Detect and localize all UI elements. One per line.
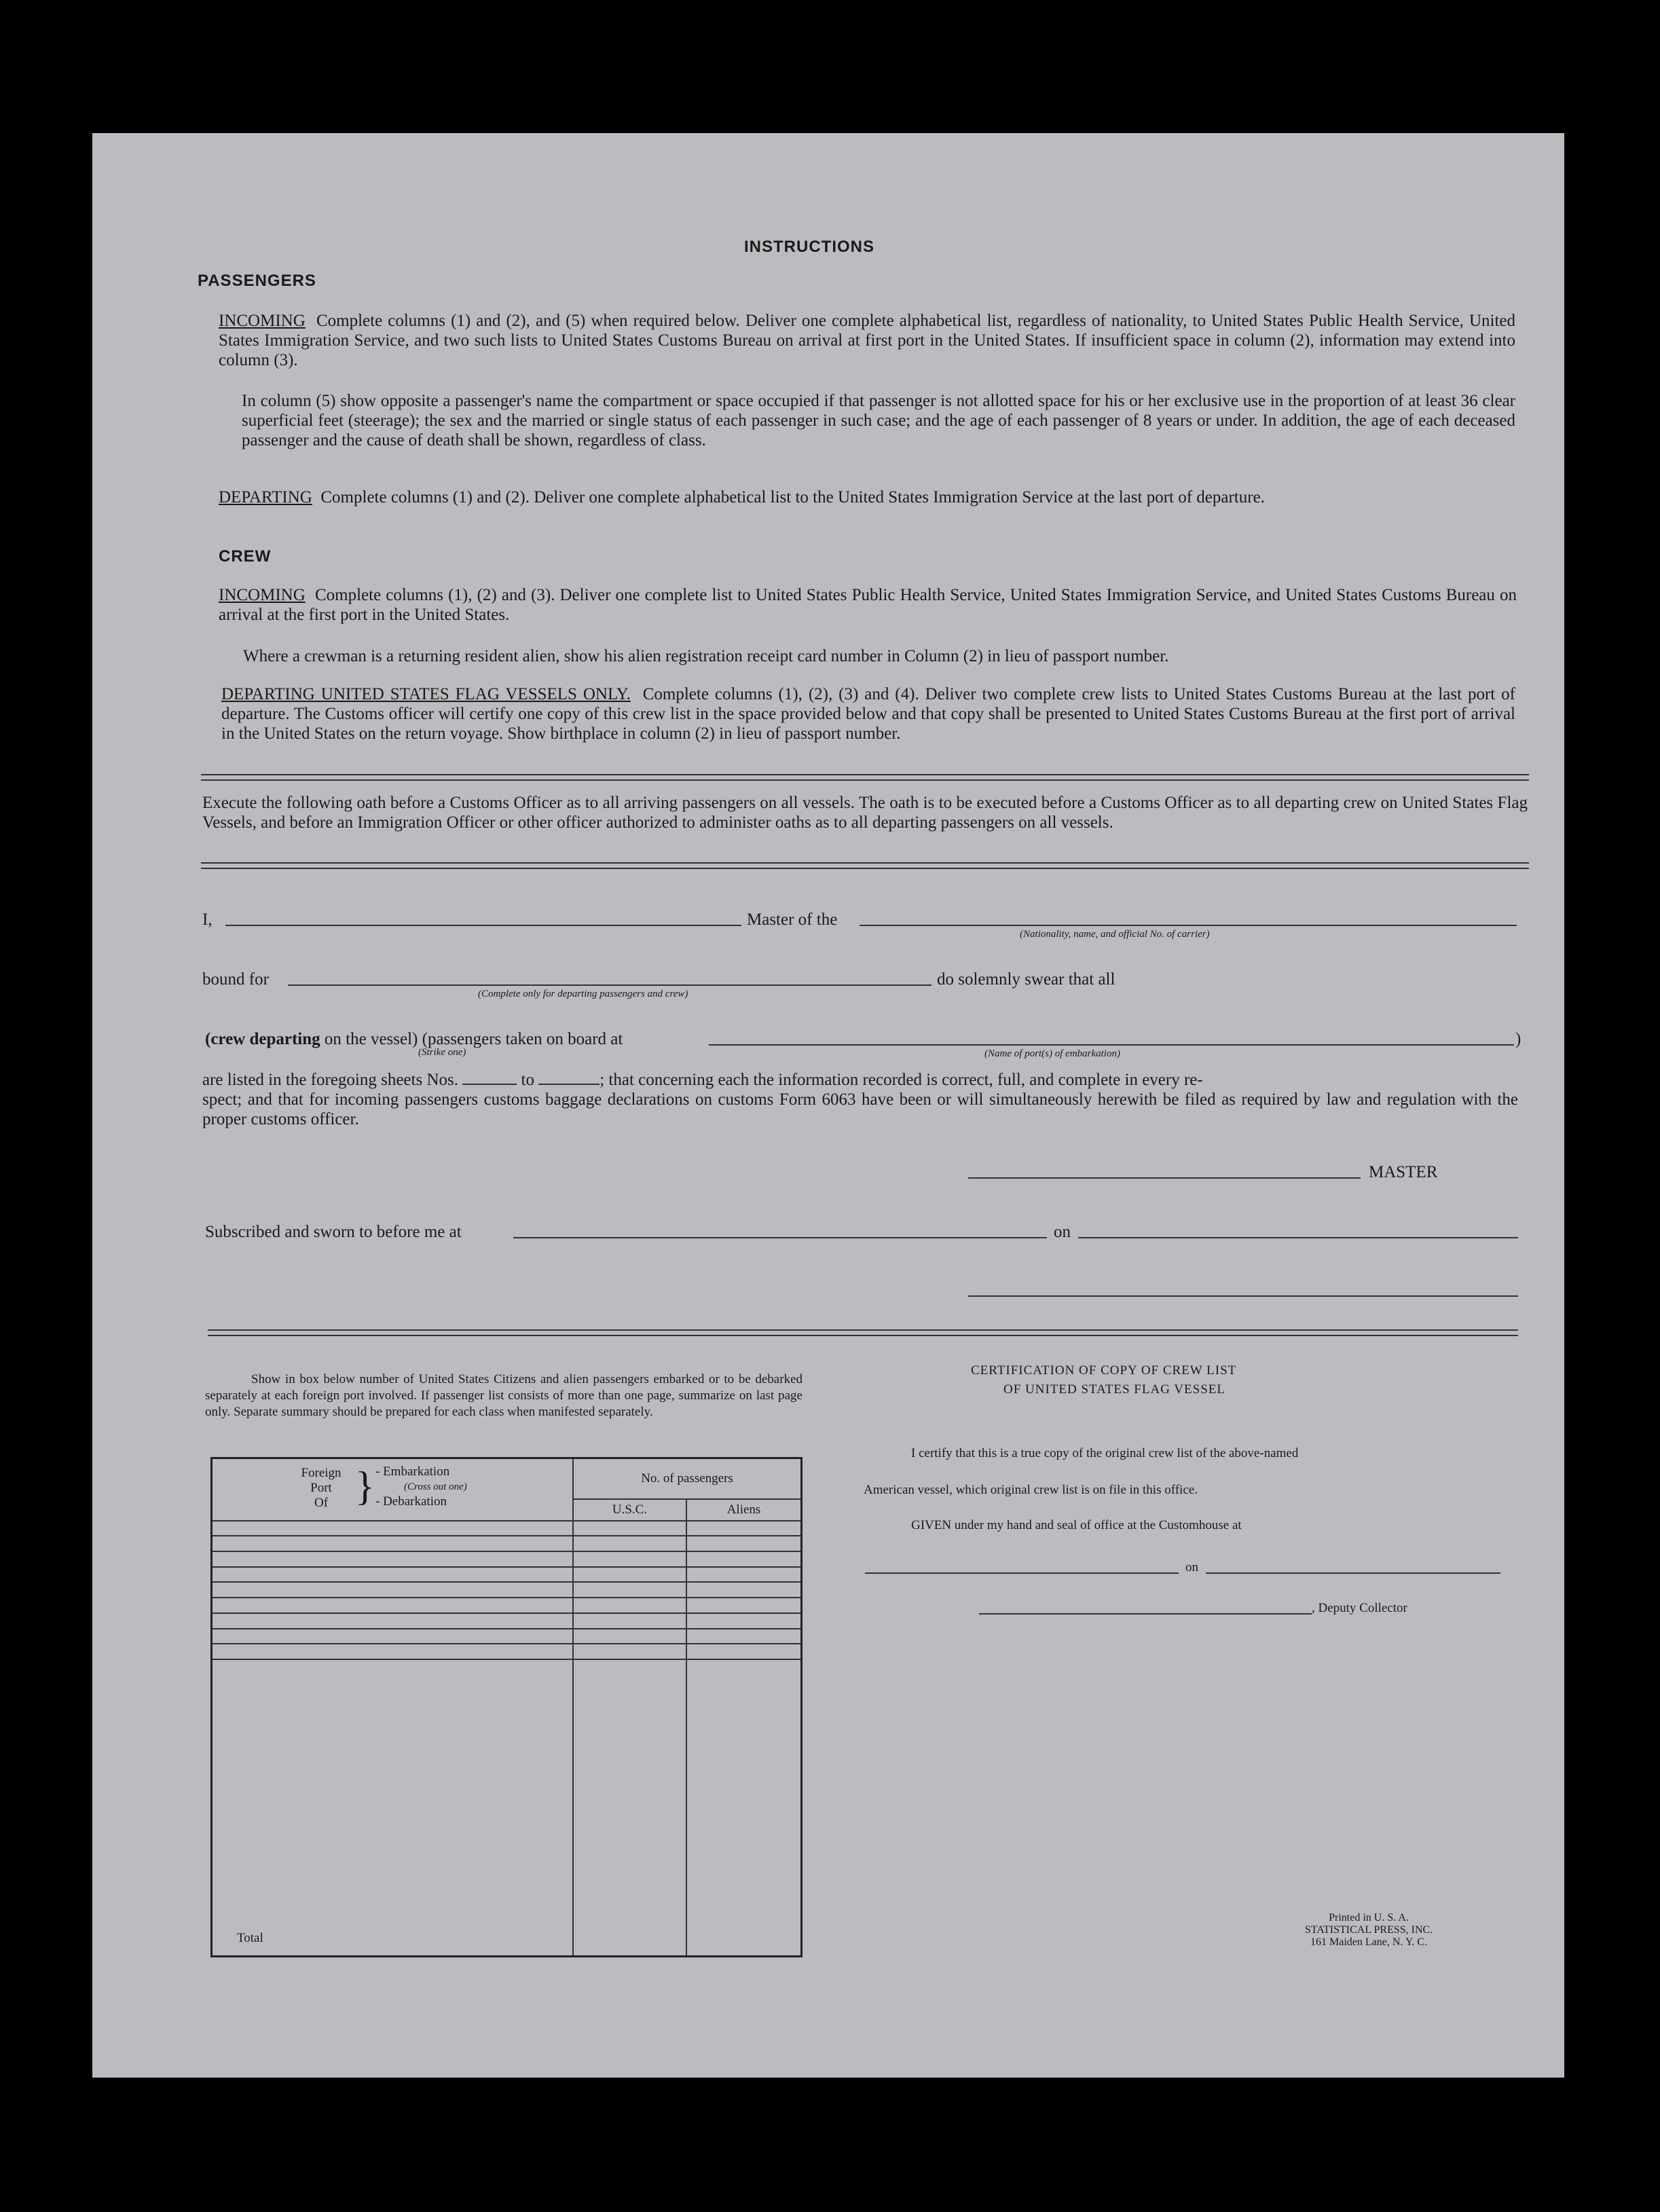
master-name-field[interactable]	[225, 925, 741, 926]
foreign-port-label	[294, 1466, 348, 1511]
table-row	[212, 1629, 802, 1644]
table-row	[212, 1598, 802, 1613]
bound-for-note: (Complete only for departing passengers and crew)	[478, 989, 688, 999]
strike-one-note: (Strike one)	[418, 1047, 466, 1058]
port-cell[interactable]	[212, 1629, 574, 1644]
table-row	[212, 1644, 802, 1659]
certification-title-2: OF UNITED STATES FLAG VESSEL	[1003, 1382, 1225, 1397]
divider	[208, 1329, 1518, 1336]
table-row	[212, 1613, 802, 1629]
crew-incoming-label: INCOMING	[219, 586, 306, 604]
crew-departing-strike	[205, 1029, 623, 1049]
foreign-port-header	[212, 1458, 574, 1521]
page-title: INSTRUCTIONS	[744, 238, 874, 256]
table-row	[212, 1582, 802, 1598]
master-of-the-label: Master of the	[747, 910, 838, 929]
brace-icon: }	[355, 1464, 375, 1509]
total-row	[212, 1659, 802, 1957]
sworn-date-field[interactable]	[1078, 1237, 1518, 1238]
aliens-header: Aliens	[686, 1499, 802, 1521]
debarkation-option[interactable]: - Debarkation	[375, 1494, 447, 1509]
port-label: Port	[310, 1481, 332, 1495]
carrier-note: (Nationality, name, and official No. of carrier)	[1020, 929, 1210, 940]
embarkation-option[interactable]: - Embarkation	[375, 1464, 450, 1479]
passengers-incoming-text: Complete columns (1) and (2), and (5) when required below. Deliver one complete alphabetical list, regardless of nationality, to United States Public Health Service, United States Immigration Service, and two such lists to United States Customs Bureau on arrival at first port in the United States. If insufficient space in column (2), information may extend into column (3).	[219, 312, 1516, 369]
oath-instructions: Execute the following oath before a Customs Officer as to all arriving passengers on all vessels. The oath is to be executed before a Customs Officer as to all departing crew on United States Flag Vessels, and before an Immigration Officer or other officer authorized to administer oaths as to all departing passengers on all vessels.	[202, 794, 1528, 832]
crew-incoming-block	[219, 585, 1517, 625]
bound-for-field[interactable]	[288, 984, 932, 986]
passengers-departing-text: Complete columns (1) and (2). Deliver one complete alphabetical list to the United States Immigration Service at the last port of departure.	[320, 488, 1265, 506]
total-label: Total	[212, 1659, 574, 1957]
printer-line-1: Printed in U. S. A.	[1329, 1912, 1409, 1923]
aliens-cell[interactable]	[686, 1582, 802, 1598]
passengers-heading: PASSENGERS	[198, 272, 316, 290]
deputy-signature-field[interactable]	[979, 1613, 1312, 1615]
certification-date-field[interactable]	[1206, 1572, 1500, 1574]
certification-on: on	[1185, 1560, 1198, 1574]
crew-departing-text: Complete columns (1), (2), (3) and (4). Deliver two complete crew lists to United States Customs Bureau at the last port of departure. The Customs officer will certify one copy of this crew list in the space provided below and that copy shall be presented to United States Customs Bureau at the first port of arrival in the United States on the return voyage. Show birthplace in column (2) in lieu of passport number.	[221, 685, 1515, 743]
summary-table	[210, 1457, 803, 1957]
crew-crewman-text: Where a crewman is a returning resident alien, show his alien registration receipt card number in Column (2) in lieu of passport number.	[243, 647, 1169, 665]
sworn-on-label: on	[1054, 1223, 1071, 1241]
aliens-cell[interactable]	[686, 1536, 802, 1551]
table-header-row	[212, 1458, 802, 1499]
no-passengers-header: No. of passengers	[573, 1458, 802, 1499]
listed-b: ; that concerning each the information recorded is correct, full, and complete in every re-	[600, 1071, 1203, 1089]
usc-cell[interactable]	[573, 1536, 686, 1551]
port-cell[interactable]	[212, 1551, 574, 1567]
certification-line-1: I certify that this is a true copy of the original crew list of the above-named	[911, 1446, 1299, 1460]
sheet-from-field[interactable]	[462, 1070, 517, 1085]
passengers-departing-label: DEPARTING	[219, 488, 312, 506]
crew-departing-bold: (crew departing	[205, 1030, 320, 1048]
sheet-to-field[interactable]	[538, 1070, 600, 1085]
passengers-taken: (passengers taken on board at	[422, 1030, 623, 1048]
usc-cell[interactable]	[573, 1551, 686, 1567]
passengers-incoming-label: INCOMING	[219, 312, 306, 330]
port-cell[interactable]	[212, 1613, 574, 1629]
foreign-label: Foreign	[301, 1466, 342, 1480]
usc-header: U.S.C.	[573, 1499, 686, 1521]
printer-line-3: 161 Maiden Lane, N. Y. C.	[1310, 1936, 1427, 1948]
printer-line-2: STATISTICAL PRESS, INC.	[1304, 1924, 1433, 1936]
customhouse-field[interactable]	[865, 1572, 1179, 1574]
swear-text: do solemnly swear that all	[937, 970, 1115, 989]
master-signature-field[interactable]	[968, 1177, 1361, 1179]
aliens-cell[interactable]	[686, 1521, 802, 1536]
port-cell[interactable]	[212, 1644, 574, 1659]
port-cell[interactable]	[212, 1567, 574, 1583]
table-row	[212, 1567, 802, 1583]
table-row	[212, 1521, 802, 1536]
sworn-place-field[interactable]	[513, 1237, 1047, 1238]
crew-departing-block	[221, 684, 1515, 743]
port-cell[interactable]	[212, 1521, 574, 1536]
embark-debark-labels	[375, 1464, 467, 1509]
carrier-field[interactable]	[860, 925, 1517, 926]
listed-c: spect; and that for incoming passengers customs baggage declarations on customs Form 6063 have been or will simultaneously herewith be filed as required by law and regulation with the proper customs officer.	[202, 1090, 1518, 1128]
cross-out-note: (Cross out one)	[404, 1481, 467, 1492]
crew-incoming-text: Complete columns (1), (2) and (3). Deliver one complete list to United States Public Health Service, United States Immigration Service, and United States Customs Bureau on arrival at the first port in the United States.	[219, 586, 1517, 624]
oath-i: I,	[202, 910, 213, 929]
aliens-cell[interactable]	[686, 1644, 802, 1659]
aliens-cell[interactable]	[686, 1613, 802, 1629]
printer-imprint	[1247, 1912, 1491, 1949]
aliens-cell[interactable]	[686, 1629, 802, 1644]
divider	[201, 862, 1529, 869]
embarkation-port-field[interactable]	[709, 1044, 1514, 1046]
usc-cell[interactable]	[573, 1613, 686, 1629]
port-cell[interactable]	[212, 1598, 574, 1613]
master-label: MASTER	[1369, 1163, 1438, 1181]
passengers-column5-text: In column (5) show opposite a passenger's name the compartment or space occupied if that passenger is not allotted space for his or her exclusive use in the proportion of at least 36 clear superficial feet (steerage); the sex and the married or single status of each passenger in such case; and the age of each passenger of 8 years or under. In addition, the age of each deceased passenger and the cause of death shall be shown, regardless of class.	[242, 392, 1515, 449]
usc-cell[interactable]	[573, 1598, 686, 1613]
usc-cell[interactable]	[573, 1582, 686, 1598]
passengers-departing-block	[219, 487, 1515, 507]
aliens-total-cell[interactable]	[686, 1659, 802, 1957]
divider	[201, 774, 1529, 781]
usc-cell[interactable]	[573, 1521, 686, 1536]
table-row	[212, 1536, 802, 1551]
listed-to: to	[521, 1071, 534, 1089]
passengers-incoming-block	[219, 311, 1515, 370]
summary-instructions: Show in box below number of United States Citizens and alien passengers embarked or to be debarked separately at each foreign port involved. If passenger list consists of more than one page, summarize on last page only. Separate summary should be prepared for each class when manifested separately.	[205, 1372, 803, 1419]
port-cell[interactable]	[212, 1536, 574, 1551]
usc-cell[interactable]	[573, 1644, 686, 1659]
usc-cell[interactable]	[573, 1629, 686, 1644]
crew-heading: CREW	[219, 547, 272, 566]
listed-sheets-text	[202, 1070, 1203, 1090]
certification-line-3: GIVEN under my hand and seal of office at the Customhouse at	[911, 1518, 1242, 1532]
aliens-cell[interactable]	[686, 1598, 802, 1613]
certification-line-2: American vessel, which original crew list is on file in this office.	[864, 1483, 1198, 1497]
usc-total-cell[interactable]	[573, 1659, 686, 1957]
listed-a: are listed in the foregoing sheets Nos.	[202, 1071, 458, 1089]
port-cell[interactable]	[212, 1582, 574, 1598]
subscribed-label: Subscribed and sworn to before me at	[205, 1223, 462, 1241]
deputy-collector-label: , Deputy Collector	[1312, 1601, 1407, 1615]
form-page	[92, 133, 1564, 2078]
close-paren: )	[1515, 1030, 1521, 1048]
aliens-cell[interactable]	[686, 1567, 802, 1583]
on-the-vessel: on the vessel)	[324, 1030, 418, 1048]
table-row	[212, 1551, 802, 1567]
certification-title-1: CERTIFICATION OF COPY OF CREW LIST	[971, 1363, 1237, 1378]
officer-signature-field[interactable]	[968, 1295, 1518, 1297]
bound-for-label: bound for	[202, 970, 269, 989]
ports-note: (Name of port(s) of embarkation)	[984, 1048, 1120, 1059]
crew-departing-label: DEPARTING UNITED STATES FLAG VESSELS ONLY.	[221, 685, 631, 703]
of-label: Of	[314, 1496, 329, 1510]
aliens-cell[interactable]	[686, 1551, 802, 1567]
usc-cell[interactable]	[573, 1567, 686, 1583]
